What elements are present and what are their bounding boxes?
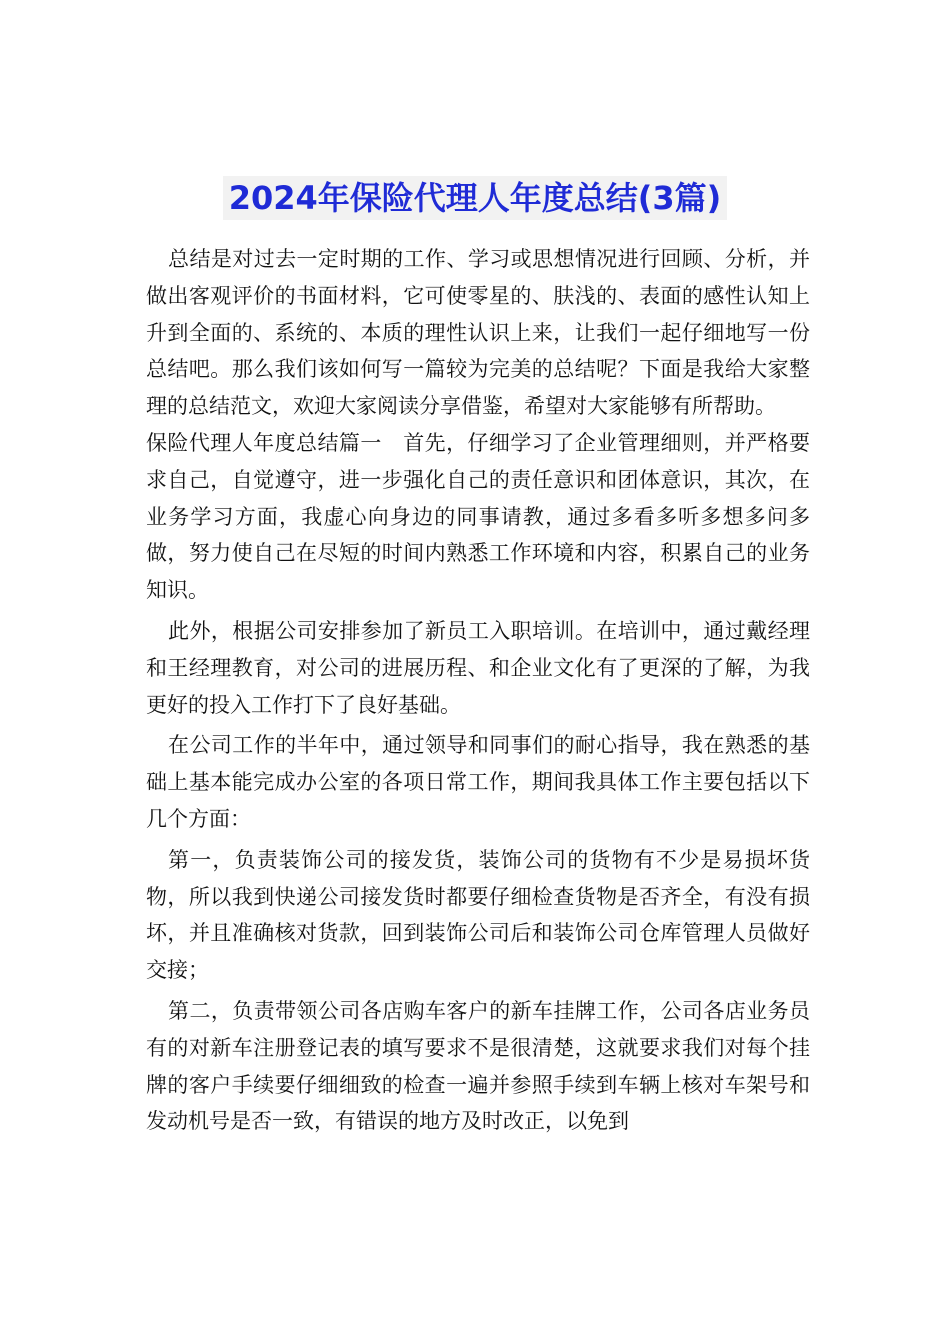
document-title: 2024年保险代理人年度总结(3篇)	[223, 176, 728, 220]
title-container	[0, 176, 950, 220]
paragraph-second-duty: 第二，负责带领公司各店购车客户的新车挂牌工作，公司各店业务员有的对新车注册登记表的填写要求不是很清楚，这就要求我们对每个挂牌的客户手续要仔细细致的检查一遍并参照手续到车辆上核对车架号和发动机号是否一致，有错误的地方及时改正，以免到	[146, 998, 810, 1134]
paragraph-half-year: 在公司工作的半年中，通过领导和同事们的耐心指导，我在熟悉的基础上基本能完成办公室的各项日常工作，期间我具体工作主要包括以下几个方面：	[146, 733, 810, 831]
document-body	[146, 241, 810, 1140]
paragraph-intro: 总结是对过去一定时期的工作、学习或思想情况进行回顾、分析，并做出客观评价的书面材料，它可使零星的、肤浅的、表面的感性认知上升到全面的、系统的、本质的理性认识上来，让我们一起仔细地写一份总结吧。那么我们该如何写一篇较为完美的总结呢？下面是我给大家整理的总结范文，欢迎大家阅读分享借鉴，希望对大家能够有所帮助。	[146, 247, 810, 419]
paragraph-first-duty: 第一，负责装饰公司的接发货，装饰公司的货物有不少是易损坏货物，所以我到快递公司接发货时都要仔细检查货物是否齐全，有没有损坏，并且准确核对货款，回到装饰公司后和装饰公司仓库管理人员做好交接；	[146, 847, 810, 983]
paragraph-section-one: 保险代理人年度总结篇一 首先，仔细学习了企业管理细则，并严格要求自己，自觉遵守，进一步强化自己的责任意识和团体意识，其次，在业务学习方面，我虚心向身边的同事请教，通过多看多听多想多问多做，努力使自己在尽短的时间内熟悉工作环境和内容，积累自己的业务知识。	[146, 430, 810, 603]
paragraph-training: 此外，根据公司安排参加了新员工入职培训。在培训中，通过戴经理和王经理教育，对公司的进展历程、和企业文化有了更深的了解，为我更好的投入工作打下了良好基础。	[146, 618, 810, 717]
